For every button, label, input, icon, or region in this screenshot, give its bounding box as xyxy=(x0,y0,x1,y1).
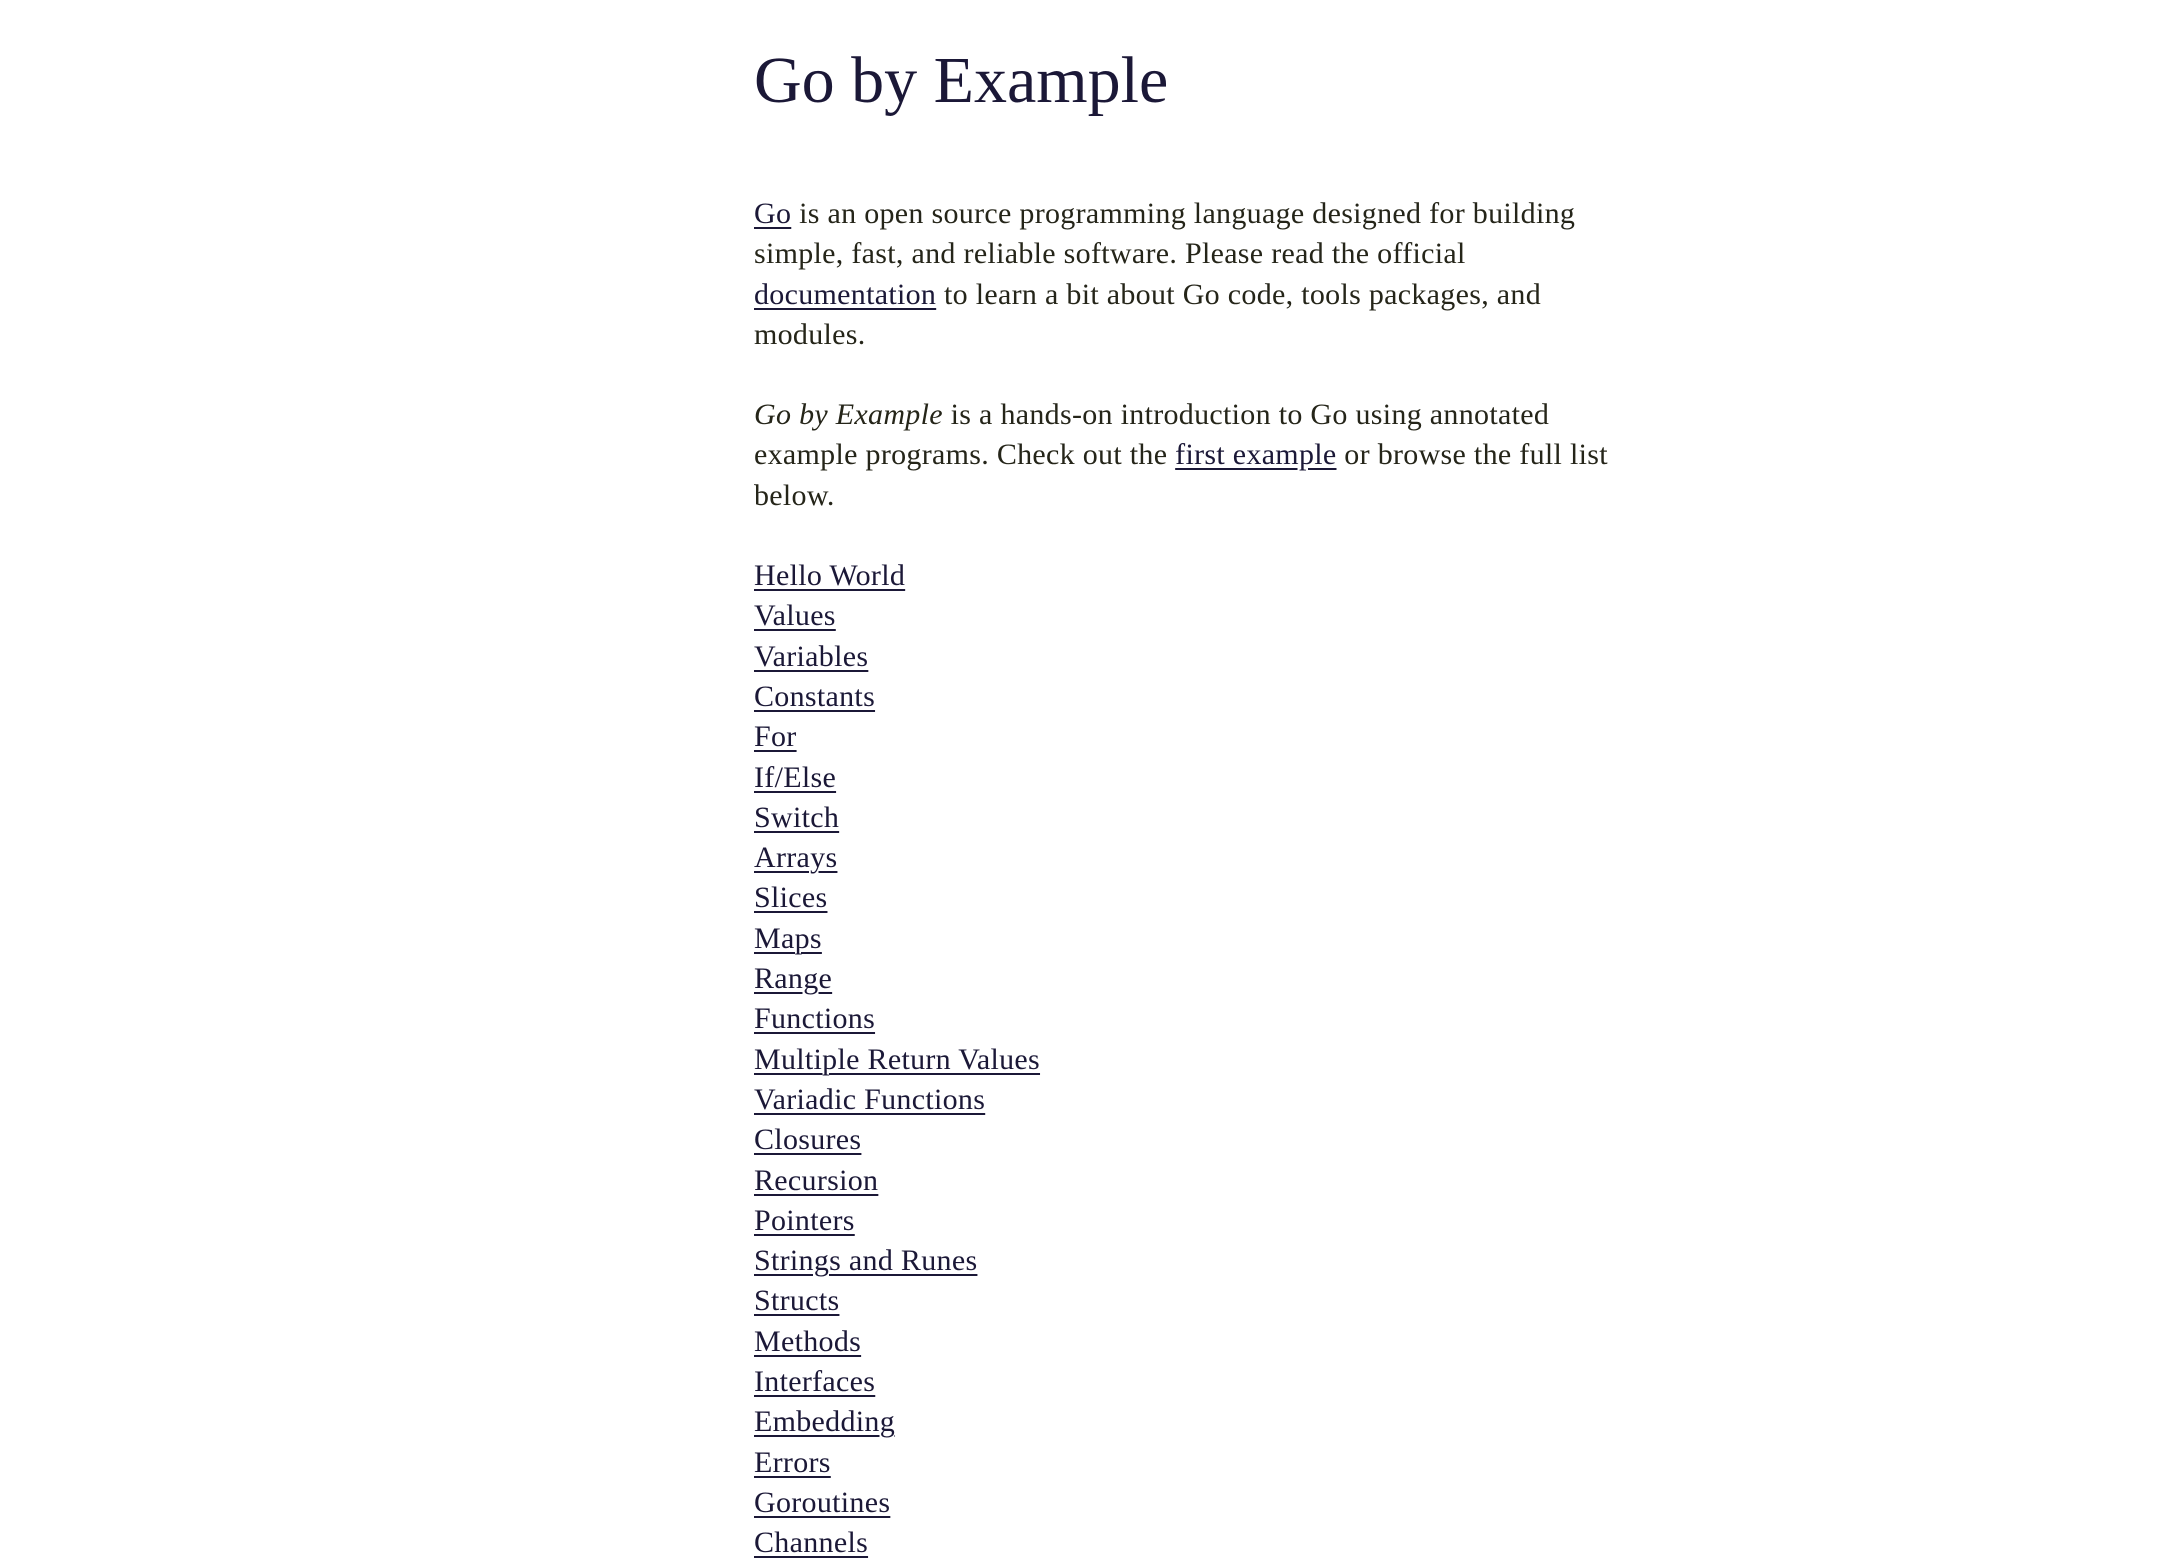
list-item xyxy=(754,1443,1634,1483)
list-item xyxy=(754,1161,1634,1201)
intro-2-text-b: or browse the full list below. xyxy=(754,438,1608,512)
list-item xyxy=(754,1281,1634,1321)
example-list xyxy=(754,556,1634,1563)
example-link-constants[interactable]: Constants xyxy=(754,679,876,713)
first-example-link[interactable]: first example xyxy=(1175,438,1337,472)
list-item xyxy=(754,1120,1634,1160)
list-item xyxy=(754,677,1634,717)
example-link-closures[interactable]: Closures xyxy=(754,1123,862,1157)
example-link-values[interactable]: Values xyxy=(754,599,836,633)
list-item xyxy=(754,878,1634,918)
list-item xyxy=(754,556,1634,596)
list-item xyxy=(754,999,1634,1039)
example-link-embedding[interactable]: Embedding xyxy=(754,1405,896,1439)
example-link-variables[interactable]: Variables xyxy=(754,639,869,673)
example-link-switch[interactable]: Switch xyxy=(754,800,840,834)
go-by-example-emphasis: Go by Example xyxy=(754,398,943,432)
example-link-variadic-functions[interactable]: Variadic Functions xyxy=(754,1082,986,1116)
example-link-errors[interactable]: Errors xyxy=(754,1445,831,1479)
intro-paragraph-1 xyxy=(754,194,1634,355)
page-content xyxy=(754,0,1634,1564)
list-item xyxy=(754,596,1634,636)
example-link-if-else[interactable]: If/Else xyxy=(754,760,837,794)
example-link-methods[interactable]: Methods xyxy=(754,1324,862,1358)
example-link-channels[interactable]: Channels xyxy=(754,1526,869,1560)
documentation-link[interactable]: documentation xyxy=(754,277,937,311)
list-item xyxy=(754,1080,1634,1120)
list-item xyxy=(754,1201,1634,1241)
example-link-strings-and-runes[interactable]: Strings and Runes xyxy=(754,1244,978,1278)
example-link-range[interactable]: Range xyxy=(754,962,833,996)
example-link-recursion[interactable]: Recursion xyxy=(754,1163,879,1197)
list-item xyxy=(754,1362,1634,1402)
list-item xyxy=(754,1402,1634,1442)
example-link-functions[interactable]: Functions xyxy=(754,1002,876,1036)
list-item xyxy=(754,717,1634,757)
example-link-maps[interactable]: Maps xyxy=(754,921,822,955)
example-link-arrays[interactable]: Arrays xyxy=(754,841,838,875)
list-item xyxy=(754,919,1634,959)
intro-1-text-a: is an open source programming language designed for building simple, fast, and reliable software. Please read the official xyxy=(754,197,1576,271)
example-link-slices[interactable]: Slices xyxy=(754,881,828,915)
list-item xyxy=(754,1483,1634,1523)
list-item xyxy=(754,758,1634,798)
intro-1-text-b: to learn a bit about Go code, tools packages, and modules. xyxy=(754,277,1542,351)
example-link-goroutines[interactable]: Goroutines xyxy=(754,1485,891,1519)
list-item xyxy=(754,1040,1634,1080)
go-link[interactable]: Go xyxy=(754,197,792,230)
list-item xyxy=(754,637,1634,677)
intro-paragraph-2 xyxy=(754,395,1634,516)
intro-2-text-a: is a hands-on introduction to Go using annotated example programs. Check out the xyxy=(754,398,1550,472)
example-link-pointers[interactable]: Pointers xyxy=(754,1203,855,1237)
page-title: Go by Example xyxy=(754,44,1169,117)
list-item xyxy=(754,1322,1634,1362)
list-item xyxy=(754,838,1634,878)
example-link-for[interactable]: For xyxy=(754,720,797,754)
example-link-hello-world[interactable]: Hello World xyxy=(754,559,906,593)
list-item xyxy=(754,1241,1634,1281)
example-link-interfaces[interactable]: Interfaces xyxy=(754,1365,876,1399)
example-link-multiple-return-values[interactable]: Multiple Return Values xyxy=(754,1042,1041,1076)
list-item xyxy=(754,798,1634,838)
list-item xyxy=(754,959,1634,999)
example-link-structs[interactable]: Structs xyxy=(754,1284,840,1318)
list-item xyxy=(754,1523,1634,1563)
